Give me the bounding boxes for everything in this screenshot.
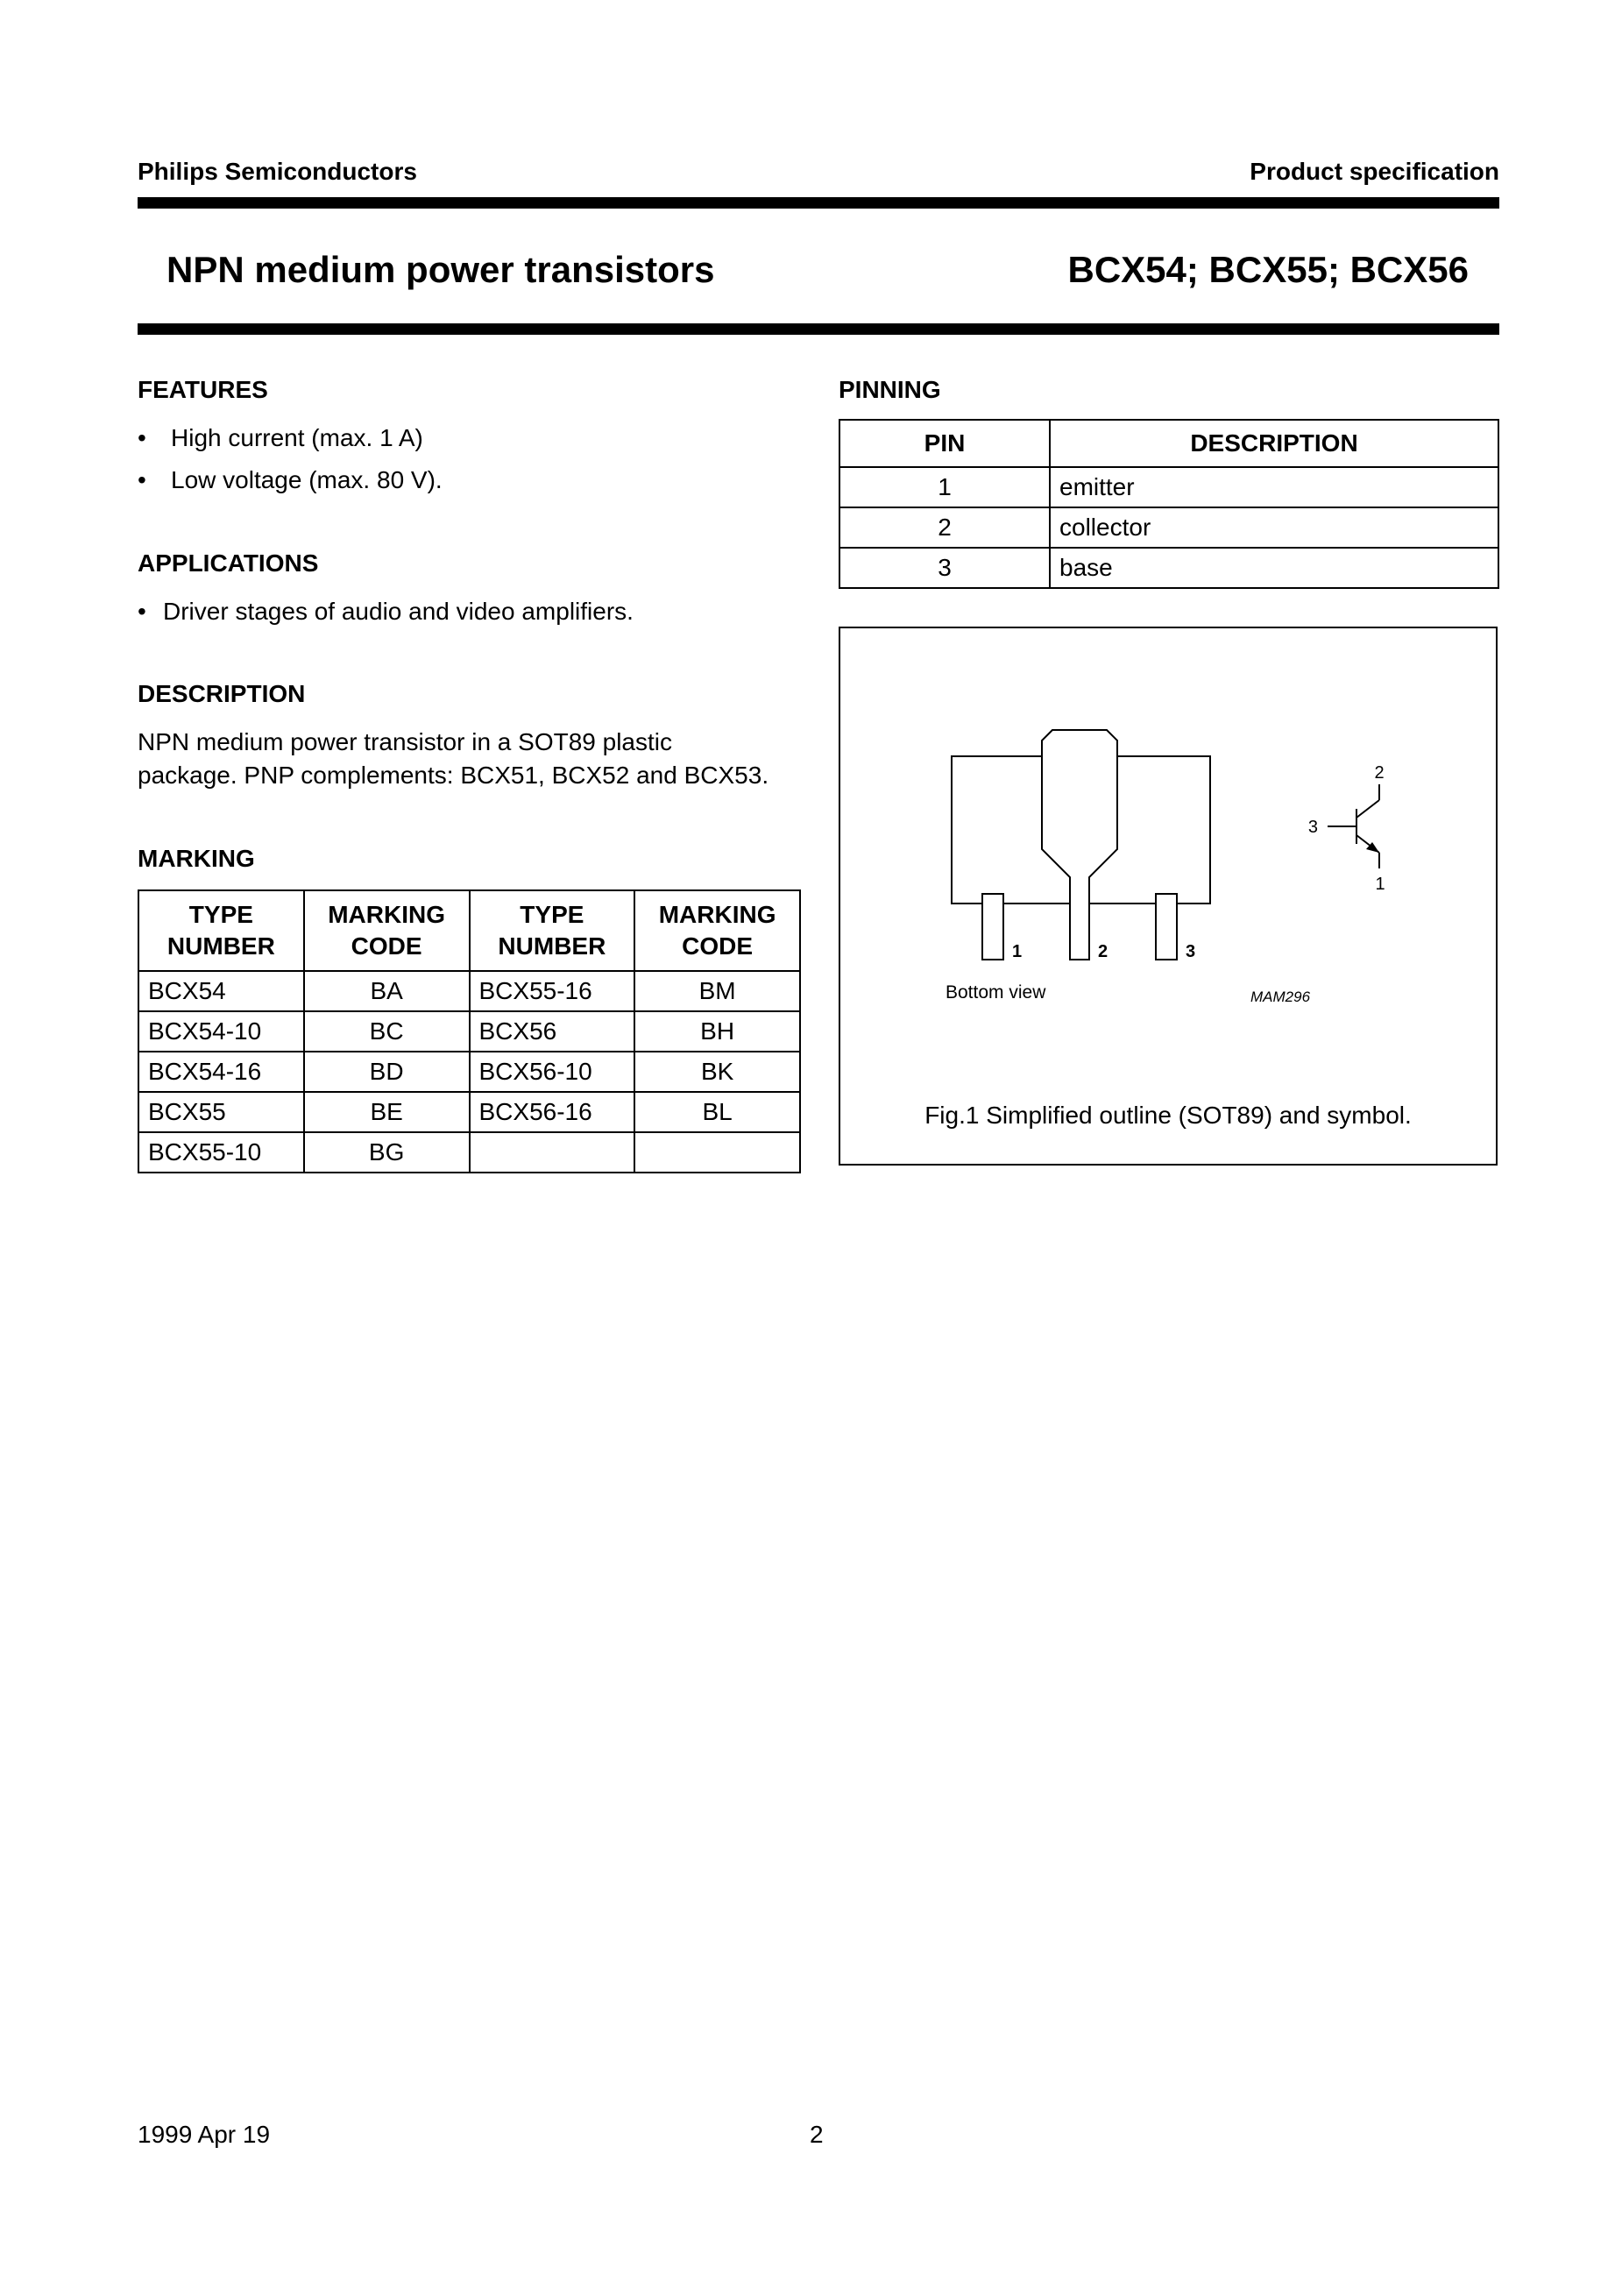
type-number-cell: BCX55	[138, 1092, 304, 1132]
lead-3	[1156, 894, 1177, 960]
figure-code: MAM296	[1250, 989, 1311, 1005]
pinning-header-pin: PIN	[839, 420, 1050, 467]
symbol-collector-label: 2	[1374, 763, 1385, 783]
marking-header-marking-code: MARKING CODE	[304, 890, 470, 971]
marking-table	[138, 889, 801, 1173]
feature-item: • High current (max. 1 A)	[138, 417, 443, 459]
description-line: package. PNP complements: BCX51, BCX52 and BCX53.	[138, 762, 769, 789]
description-heading: DESCRIPTION	[138, 680, 306, 707]
marking-code-cell: BK	[634, 1052, 800, 1092]
footer-date: 1999 Apr 19	[138, 2121, 271, 2148]
feature-item: • Low voltage (max. 80 V).	[138, 459, 443, 501]
marking-header-marking-code: MARKING CODE	[634, 890, 800, 971]
pin-description-cell: emitter	[1050, 467, 1498, 507]
type-number-cell: BCX55-16	[470, 971, 635, 1011]
marking-code-cell: BL	[634, 1092, 800, 1132]
applications-list	[138, 591, 634, 633]
marking-code-cell: BH	[634, 1011, 800, 1052]
description-line: NPN medium power transistor in a SOT89 plastic	[138, 728, 672, 755]
table-row	[839, 467, 1498, 507]
marking-code-cell: BC	[304, 1011, 470, 1052]
marking-header-type-number: TYPE NUMBER	[138, 890, 304, 971]
features-list	[138, 417, 443, 501]
collector-tab	[1042, 730, 1117, 960]
table-row	[138, 971, 800, 1011]
pinning-header-description: DESCRIPTION	[1050, 420, 1498, 467]
type-number-cell: BCX54-16	[138, 1052, 304, 1092]
table-row	[138, 1092, 800, 1132]
marking-code-cell: BD	[304, 1052, 470, 1092]
table-row	[138, 1052, 800, 1092]
type-number-cell: BCX54-10	[138, 1011, 304, 1052]
document-title: NPN medium power transistors	[166, 249, 715, 290]
type-number-cell: BCX56	[470, 1011, 635, 1052]
pin-number-cell: 2	[839, 507, 1050, 548]
application-item: • Driver stages of audio and video amplifiers.	[138, 591, 634, 633]
page-number: 2	[810, 2121, 824, 2148]
marking-code-cell	[634, 1132, 800, 1173]
document-type: Product specification	[1250, 158, 1499, 185]
header-rule-top	[138, 197, 1499, 209]
lead-label-2: 2	[1098, 942, 1108, 961]
table-row	[138, 1011, 800, 1052]
table-row	[839, 548, 1498, 588]
pinning-heading: PINNING	[839, 376, 941, 403]
type-number-cell: BCX54	[138, 971, 304, 1011]
sot89-package-outline	[952, 730, 1210, 960]
table-row	[138, 1132, 800, 1173]
type-number-cell	[470, 1132, 635, 1173]
sot89-outline-and-symbol	[839, 627, 1498, 1166]
features-heading: FEATURES	[138, 376, 268, 403]
marking-heading: MARKING	[138, 845, 255, 872]
pinning-table	[839, 419, 1499, 589]
npn-transistor-symbol	[1328, 784, 1379, 868]
applications-heading: APPLICATIONS	[138, 549, 319, 577]
pin-number-cell: 3	[839, 548, 1050, 588]
description-text	[138, 726, 769, 792]
type-number-cell: BCX55-10	[138, 1132, 304, 1173]
part-numbers: BCX54; BCX55; BCX56	[1067, 249, 1469, 290]
company-name: Philips Semiconductors	[138, 158, 417, 185]
symbol-emitter-label: 1	[1375, 875, 1385, 894]
header-rule-bottom	[138, 323, 1499, 335]
pin-description-cell: collector	[1050, 507, 1498, 548]
lead-1	[982, 894, 1003, 960]
marking-header-row	[138, 890, 800, 971]
marking-code-cell: BA	[304, 971, 470, 1011]
symbol-base-label: 3	[1307, 818, 1318, 837]
lead-label-3: 3	[1186, 942, 1196, 961]
table-row	[839, 507, 1498, 548]
marking-code-cell: BM	[634, 971, 800, 1011]
pin-description-cell: base	[1050, 548, 1498, 588]
bottom-view-label: Bottom view	[946, 982, 1046, 1003]
marking-header-type-number: TYPE NUMBER	[470, 890, 635, 971]
type-number-cell: BCX56-10	[470, 1052, 635, 1092]
marking-code-cell: BE	[304, 1092, 470, 1132]
marking-code-cell: BG	[304, 1132, 470, 1173]
type-number-cell: BCX56-16	[470, 1092, 635, 1132]
pin-number-cell: 1	[839, 467, 1050, 507]
lead-label-1: 1	[1012, 942, 1023, 961]
pinning-header-row	[839, 420, 1498, 467]
figure-caption: Fig.1 Simplified outline (SOT89) and symbol.	[924, 1102, 1412, 1129]
